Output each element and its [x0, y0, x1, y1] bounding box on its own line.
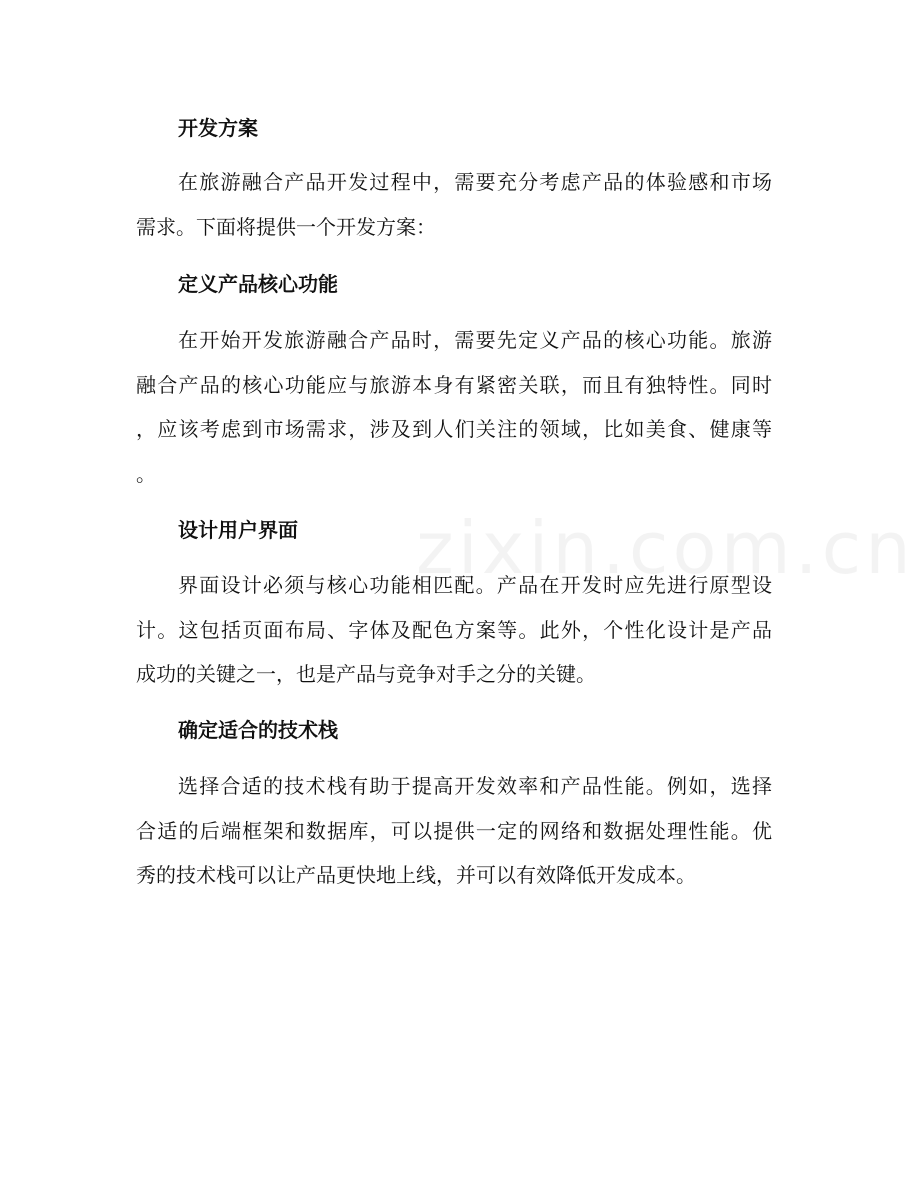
section-paragraph	[136, 160, 772, 249]
section-heading: 定义产品核心功能	[178, 272, 338, 296]
section-paragraph	[136, 563, 772, 697]
section-paragraph	[136, 318, 772, 496]
paragraph-line: 计。这包括页面布局、字体及配色方案等。此外，个性化设计是产品	[136, 617, 772, 642]
paragraph-line: ，应该考虑到市场需求，涉及到人们关注的领域，比如美食、健康等	[136, 417, 772, 441]
paragraph-line: 。	[136, 461, 156, 486]
paragraph-line: 合适的后端框架和数据库，可以提供一定的网络和数据处理性能。优	[136, 818, 772, 843]
paragraph-line: 在旅游融合产品开发过程中，需要充分考虑产品的体验感和市场	[178, 170, 772, 194]
paragraph-line: 需求。下面将提供一个开发方案：	[136, 214, 436, 239]
paragraph-line: 选择合适的技术栈有助于提高开发效率和产品性能。例如，选择	[178, 774, 772, 798]
paragraph-line: 在开始开发旅游融合产品时，需要先定义产品的核心功能。旅游	[178, 328, 772, 352]
paragraph-line: 融合产品的核心功能应与旅游本身有紧密关联，而且有独特性。同时	[136, 372, 772, 397]
section-heading: 开发方案	[178, 116, 258, 140]
paragraph-line: 成功的关键之一，也是产品与竞争对手之分的关键。	[136, 662, 596, 686]
section-heading: 设计用户界面	[178, 518, 298, 542]
section-paragraph	[136, 764, 772, 898]
section-heading: 确定适合的技术栈	[178, 718, 338, 742]
paragraph-line: 界面设计必须与核心功能相匹配。产品在开发时应先进行原型设	[178, 573, 772, 597]
paragraph-line: 秀的技术栈可以让产品更快地上线，并可以有效降低开发成本。	[136, 863, 696, 887]
